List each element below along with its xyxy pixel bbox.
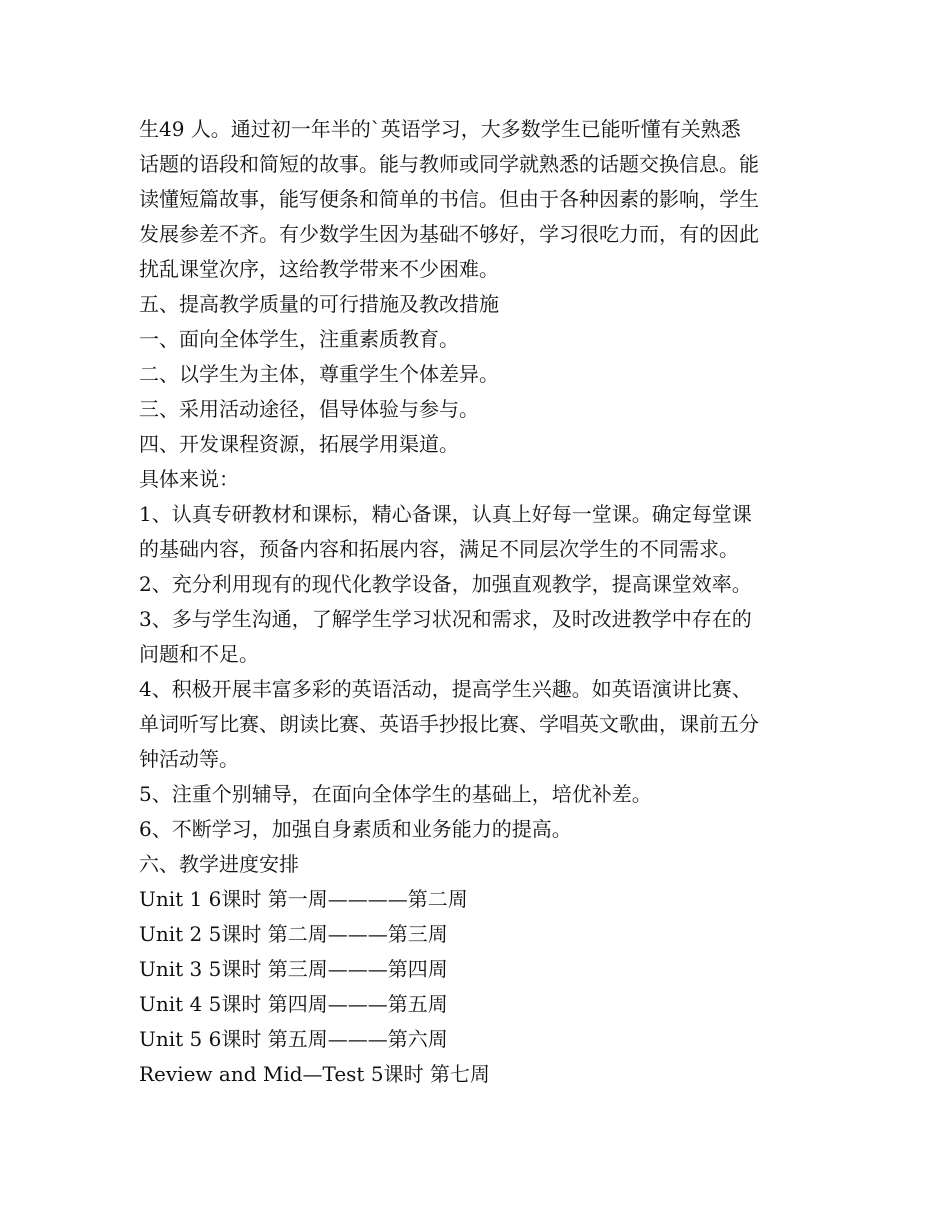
schedule-row: Unit 3 5课时 第三周———第四周 xyxy=(139,957,448,981)
measure-item: 一、面向全体学生，注重素质教育。 xyxy=(139,327,459,351)
numbered-item: 5、注重个别辅导，在面向全体学生的基础上，培优补差。 xyxy=(139,782,652,806)
numbered-item: 1、认真专研教材和课标，精心备课，认真上好每一堂课。确定每堂课 xyxy=(139,502,752,526)
text-line: 发展参差不齐。有少数学生因为基础不够好，学习很吃力而，有的因此 xyxy=(139,222,759,246)
numbered-item: 6、不断学习，加强自身素质和业务能力的提高。 xyxy=(139,817,572,841)
schedule-row: Unit 2 5课时 第二周———第三周 xyxy=(139,922,448,946)
schedule-row: Unit 1 6课时 第一周————第二周 xyxy=(139,887,468,911)
numbered-item-continued: 问题和不足。 xyxy=(139,642,259,666)
text-line: 话题的语段和简短的故事。能与教师或同学就熟悉的话题交换信息。能 xyxy=(139,152,759,176)
measure-item: 二、以学生为主体，尊重学生个体差异。 xyxy=(139,362,499,386)
numbered-item-continued: 的基础内容，预备内容和拓展内容，满足不同层次学生的不同需求。 xyxy=(139,537,739,561)
document-body xyxy=(139,112,829,1092)
subheading: 具体来说： xyxy=(139,467,239,491)
text-line: 生49 人。通过初一年半的`英语学习，大多数学生已能听懂有关熟悉 xyxy=(139,117,741,141)
numbered-item-continued: 钟活动等。 xyxy=(139,747,239,771)
text-line: 读懂短篇故事，能写便条和简单的书信。但由于各种因素的影响，学生 xyxy=(139,187,759,211)
numbered-item: 3、多与学生沟通，了解学生学习状况和需求，及时改进教学中存在的 xyxy=(139,607,752,631)
section-heading: 六、教学进度安排 xyxy=(139,852,299,876)
numbered-item-continued: 单词听写比赛、朗读比赛、英语手抄报比赛、学唱英文歌曲，课前五分 xyxy=(139,712,759,736)
text-line: 扰乱课堂次序，这给教学带来不少困难。 xyxy=(139,257,499,281)
schedule-row: Review and Mid—Test 5课时 第七周 xyxy=(139,1062,490,1086)
numbered-item: 2、充分利用现有的现代化教学设备，加强直观教学，提高课堂效率。 xyxy=(139,572,752,596)
measure-item: 四、开发课程资源，拓展学用渠道。 xyxy=(139,432,459,456)
section-heading: 五、提高教学质量的可行措施及教改措施 xyxy=(139,292,499,316)
measure-item: 三、采用活动途径，倡导体验与参与。 xyxy=(139,397,479,421)
numbered-item: 4、积极开展丰富多彩的英语活动，提高学生兴趣。如英语演讲比赛、 xyxy=(139,677,752,701)
schedule-row: Unit 4 5课时 第四周———第五周 xyxy=(139,992,448,1016)
schedule-row: Unit 5 6课时 第五周———第六周 xyxy=(139,1027,448,1051)
